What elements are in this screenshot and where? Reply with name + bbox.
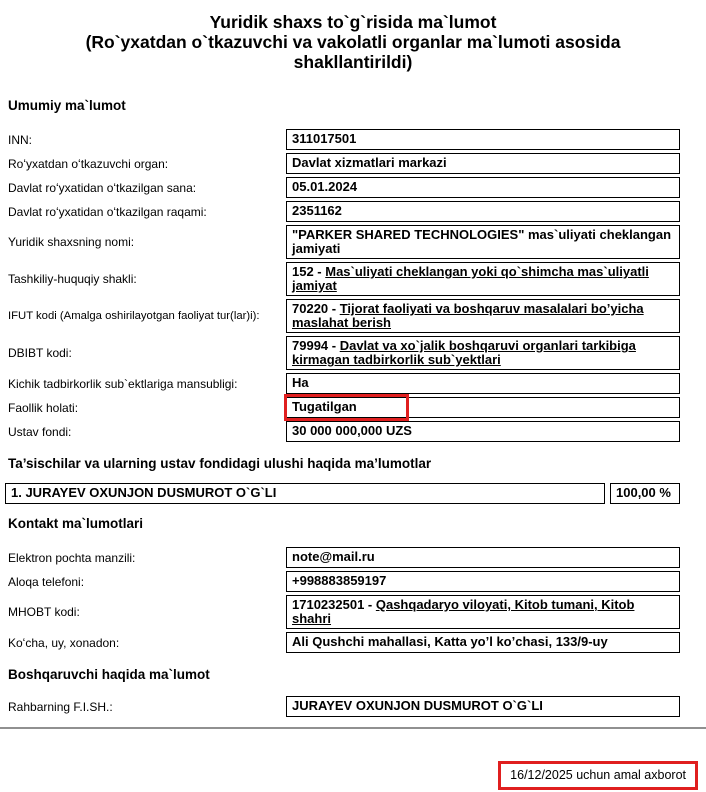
page-title <box>0 0 706 72</box>
field-value-box <box>286 547 680 568</box>
classifier-code: 70220 - <box>292 301 340 316</box>
field-value-box <box>286 177 680 198</box>
status-value: Tugatilgan <box>292 399 357 414</box>
field-label: MHOBT kodi: <box>8 605 80 619</box>
title-line-2: (Ro`yxatdan o`tkazuvchi va vakolatli organlar ma`lumoti asosida <box>85 32 621 52</box>
title-line-1: Yuridik shaxs to`g`risida ma`lumot <box>209 12 497 32</box>
founder-name: 1. JURAYEV OXUNJON DUSMUROT O`G`LI <box>11 485 277 500</box>
field-label: Davlat roʻyxatidan oʻtkazilgan raqami: <box>8 204 207 219</box>
row-director-name <box>8 696 680 717</box>
validity-note-text: 16/12/2025 uchun amal axborot <box>510 768 686 782</box>
field-label: Roʻyxatdan oʻtkazuvchi organ: <box>8 156 169 171</box>
field-value-box <box>286 201 680 222</box>
row-activity-status <box>8 397 680 418</box>
dbibt-link[interactable]: Davlat va xo`jalik boshqaruvi organlari tarkibiga kirmagan tadbirkorlik sub`yektlari <box>292 338 636 367</box>
row-ifut-code <box>8 299 680 333</box>
founder-share-box <box>610 483 680 504</box>
field-value: Davlat xizmatlari markazi <box>292 155 447 170</box>
contact-fields <box>0 547 706 653</box>
field-label: INN: <box>8 132 32 147</box>
section-heading-manager: Boshqaruvchi haqida ma`lumot <box>8 667 210 682</box>
row-inn <box>8 129 680 150</box>
field-value-box <box>286 571 680 592</box>
section-heading-founders: Ta’sischilar va ularning ustav fondidagi ulushi haqida ma’lumotlar <box>8 456 432 471</box>
row-registering-authority <box>8 153 680 174</box>
field-value: "PARKER SHARED TECHNOLOGIES" mas`uliyati cheklangan jamiyati <box>292 227 672 256</box>
field-value-box <box>286 225 680 259</box>
classifier-code: 152 - <box>292 264 326 279</box>
mhobt-region-link[interactable]: Qashqadaryo viloyati, Kitob tumani, Kitob shahri <box>292 597 635 626</box>
field-label: Davlat roʻyxatidan oʻtkazilgan sana: <box>8 180 197 195</box>
row-dbibt-code <box>8 336 680 370</box>
phone-value: +998883859197 <box>292 573 387 588</box>
address-value: Ali Qushchi mahallasi, Katta yo’l ko’chasi, 133/9-uy <box>292 634 608 649</box>
row-phone <box>8 571 680 592</box>
section-heading-contact: Kontakt ma`lumotlari <box>8 516 144 531</box>
field-value-box <box>286 595 680 629</box>
ifut-activity-link[interactable]: Tijorat faoliyati va boshqaruv masalalari bo’yicha maslahat berish <box>292 301 644 330</box>
general-fields <box>0 129 706 442</box>
field-value: 311017501 <box>292 131 357 146</box>
field-label: IFUT kodi (Amalga oshirilayotgan faoliyat tur(lar)i): <box>8 310 260 322</box>
section-heading-general: Umumiy ma`lumot <box>8 98 126 113</box>
founder-share: 100,00 % <box>616 485 671 500</box>
field-label: Rahbarning F.I.SH.: <box>8 699 113 714</box>
field-label: Kichik tadbirkorlik sub`ektlariga mansubligi: <box>8 376 238 391</box>
field-value-box <box>286 336 680 370</box>
field-label: Faollik holati: <box>8 400 79 415</box>
field-label: DBIBT kodi: <box>8 346 72 360</box>
field-value-box <box>286 421 680 442</box>
field-label: Aloqa telefoni: <box>8 574 85 589</box>
field-value-box <box>286 696 680 717</box>
field-value-box <box>286 373 680 394</box>
field-value-box <box>286 153 680 174</box>
field-value: 30 000 000,000 UZS <box>292 423 412 438</box>
row-charter-fund <box>8 421 680 442</box>
row-mhobt-code <box>8 595 680 629</box>
founder-row <box>5 483 680 504</box>
field-label: Koʻcha, uy, xonadon: <box>8 635 120 650</box>
founder-name-box <box>5 483 605 504</box>
field-label: Elektron pochta manzili: <box>8 550 136 565</box>
email-value: note@mail.ru <box>292 549 375 564</box>
validity-note-box <box>498 761 698 790</box>
field-value-box <box>286 632 680 653</box>
legal-form-link[interactable]: Mas`uliyati cheklangan yoki qo`shimcha mas`uliyatli jamiyat <box>292 264 649 293</box>
field-value-box <box>286 397 680 418</box>
field-value: Ha <box>292 375 309 390</box>
classifier-code: 79994 - <box>292 338 340 353</box>
field-label: Yuridik shaxsning nomi: <box>8 235 135 249</box>
field-value: 05.01.2024 <box>292 179 358 194</box>
row-registration-date <box>8 177 680 198</box>
row-small-business <box>8 373 680 394</box>
field-label: Tashkiliy-huquqiy shakli: <box>8 272 137 286</box>
director-name-value: JURAYEV OXUNJON DUSMUROT O`G`LI <box>292 698 543 713</box>
title-line-3: shakllantirildi) <box>293 52 413 72</box>
manager-fields <box>0 696 706 717</box>
field-value-box <box>286 299 680 333</box>
row-entity-name <box>8 225 680 259</box>
row-street-address <box>8 632 680 653</box>
classifier-code: 1710232501 - <box>292 597 376 612</box>
field-label: Ustav fondi: <box>8 424 72 439</box>
row-registration-number <box>8 201 680 222</box>
bottom-divider <box>0 727 706 729</box>
row-legal-form <box>8 262 680 296</box>
field-value-box <box>286 129 680 150</box>
field-value: 2351162 <box>292 203 342 218</box>
field-value-box <box>286 262 680 296</box>
row-email <box>8 547 680 568</box>
